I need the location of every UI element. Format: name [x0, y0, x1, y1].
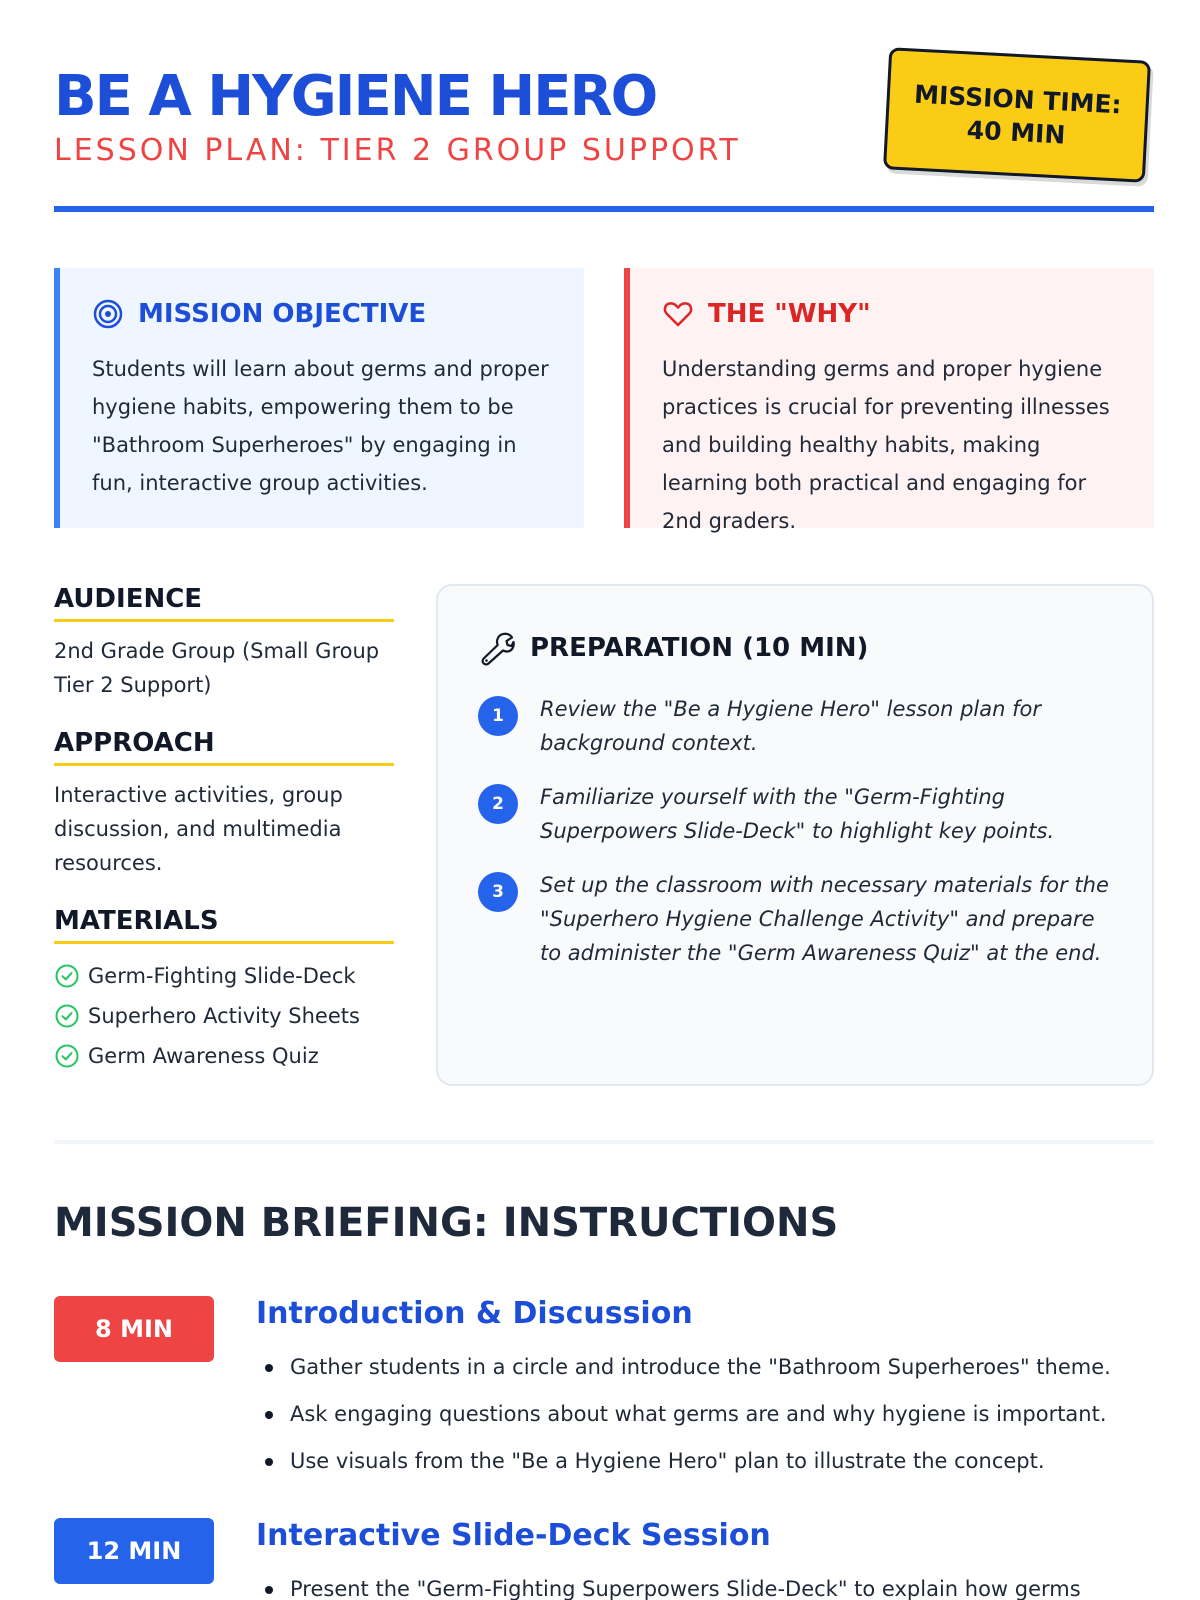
instruction-body: [256, 1518, 1154, 1600]
wrench-icon: [478, 629, 516, 667]
preparation-title: PREPARATION (10 MIN): [530, 633, 869, 663]
list-item: Present the "Germ-Fighting Superpowers Slide-Deck" to explain how germs: [256, 1566, 1154, 1600]
instruction-list: [256, 1566, 1154, 1600]
audience-heading: AUDIENCE: [54, 584, 394, 622]
step-text: Set up the classroom with necessary materials for the "Superhero Hygiene Challenge Activity" and prepare to administer the "Germ Awareness Quiz" at the end.: [540, 873, 1109, 965]
lesson-details: [54, 584, 394, 1076]
list-item: [54, 956, 394, 996]
list-item: Use visuals from the "Be a Hygiene Hero" plan to illustrate the concept.: [256, 1438, 1154, 1485]
audience-text: 2nd Grade Group (Small Group Tier 2 Support): [54, 639, 380, 697]
preparation-heading: [478, 626, 1112, 670]
list-item: Ask engaging questions about what germs are and why hygiene is important.: [256, 1391, 1154, 1438]
mission-objective-heading: [92, 296, 556, 332]
step-number: 1: [478, 696, 518, 736]
mission-objective-text: Students will learn about germs and proper hygiene habits, empowering them to be "Bathroom Superheroes" by engaging in fun, interactive group activities.: [92, 357, 549, 495]
mission-time-badge: [883, 47, 1151, 183]
time-badge: 8 MIN: [54, 1296, 214, 1362]
list-item: [54, 996, 394, 1036]
why-text: Understanding germs and proper hygiene practices is crucial for preventing illnesses and building healthy habits, making learning both practical and engaging for 2nd graders.: [662, 357, 1110, 533]
materials-heading: MATERIALS: [54, 906, 394, 944]
list-item: [478, 868, 1112, 970]
instruction-title: Introduction & Discussion: [256, 1296, 693, 1331]
step-number: 3: [478, 872, 518, 912]
approach-heading: APPROACH: [54, 728, 394, 766]
step-text: Review the "Be a Hygiene Hero" lesson plan for background context.: [540, 697, 1041, 755]
instruction-title: Interactive Slide-Deck Session: [256, 1518, 771, 1553]
instruction-body: [256, 1296, 1154, 1485]
target-icon: [92, 298, 124, 330]
briefing-title: MISSION BRIEFING: INSTRUCTIONS: [54, 1200, 839, 1246]
mission-objective-card: [54, 268, 584, 528]
why-heading: [662, 296, 1126, 332]
heart-icon: [662, 298, 694, 330]
material-label: Superhero Activity Sheets: [88, 1004, 360, 1028]
check-circle-icon: [54, 1043, 80, 1069]
page-header: [54, 60, 1154, 220]
list-item: [54, 1036, 394, 1076]
approach-text: Interactive activities, group discussion, and multimedia resources.: [54, 783, 343, 875]
instruction-list: [256, 1344, 1154, 1485]
material-label: Germ Awareness Quiz: [88, 1044, 319, 1068]
list-item: [478, 780, 1112, 848]
check-circle-icon: [54, 963, 80, 989]
material-label: Germ-Fighting Slide-Deck: [88, 964, 356, 988]
list-item: Gather students in a circle and introduce the "Bathroom Superheroes" theme.: [256, 1344, 1154, 1391]
preparation-panel: [436, 584, 1154, 1086]
list-item: [478, 692, 1112, 760]
section-divider: [54, 1140, 1154, 1144]
page-subtitle: LESSON PLAN: TIER 2 GROUP SUPPORT: [54, 133, 741, 168]
why-title: THE "WHY": [708, 299, 871, 329]
materials-list: [54, 956, 394, 1076]
mission-objective-title: MISSION OBJECTIVE: [138, 299, 427, 329]
header-divider: [54, 206, 1154, 212]
why-card: [624, 268, 1154, 533]
step-number: 2: [478, 784, 518, 824]
badge-value: 40 MIN: [966, 115, 1067, 150]
step-text: Familiarize yourself with the "Germ-Fighting Superpowers Slide-Deck" to highlight key points.: [540, 785, 1055, 843]
page-title: BE A HYGIENE HERO: [54, 64, 657, 129]
time-badge: 12 MIN: [54, 1518, 214, 1584]
badge-label: MISSION TIME:: [913, 79, 1123, 120]
check-circle-icon: [54, 1003, 80, 1029]
